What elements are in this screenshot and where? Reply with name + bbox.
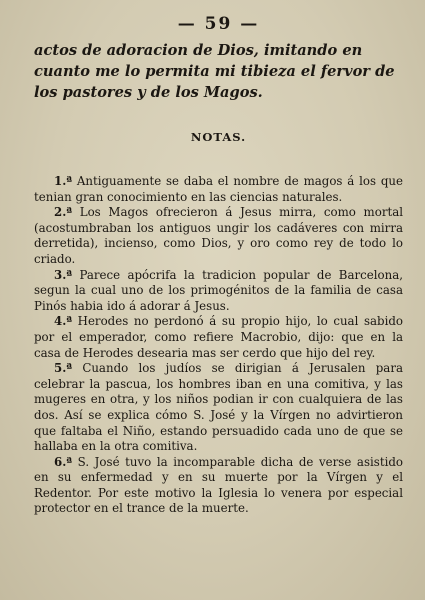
- notes-title: NOTAS.: [190, 130, 247, 144]
- intro-paragraph: [34, 40, 403, 103]
- note-item: [34, 205, 403, 267]
- note-text: Herodes no perdonó á su propio hijo, lo cual sabido por el emperador, como refiere Macrobio, dijo: que en la casa de Herodes desearia mas ser cerdo que hijo del rey.: [34, 314, 404, 360]
- note-text: Antiguamente se daba el nombre de magos á los que tenian gran conocimiento en las ciencias naturales.: [34, 174, 404, 204]
- note-number: 2.ª: [54, 205, 73, 220]
- note-number: 5.ª: [54, 361, 73, 376]
- note-number: 6.ª: [54, 454, 73, 469]
- note-number: 3.ª: [54, 267, 73, 282]
- note-item: [34, 174, 403, 205]
- note-text: Parece apócrifa la tradicion popular de Barcelona, segun la cual uno de los primogénitos de la familia de casa Pinós habia ido á adorar á Jesus.: [34, 267, 403, 313]
- note-number: 4.ª: [54, 314, 73, 329]
- page-number-header: — 59 —: [177, 14, 260, 34]
- intro-line: actos de adoracion de Dios, imitando en: [34, 42, 363, 59]
- note-text: Cuando los judíos se dirigian á Jerusalen para celebrar la pascua, los hombres iban en una comitiva, y las mugeres en otra, y los niños podian ir con cualquiera de las dos. Así se explica cómo S. José y la Vírgen no advirtieron que faltaba el Niño, estando persuadido cada uno de que se hallaba en la otra comitiva.: [34, 361, 403, 454]
- note-item: [34, 361, 403, 455]
- note-text: Los Magos ofrecieron á Jesus mirra, como mortal (acostumbraban los antiguos ungir los cadáveres con mirra derretida), incienso, como Dios, y oro como rey de todo lo criado.: [34, 205, 404, 266]
- intro-line: los pastores y de los Magos.: [34, 84, 263, 101]
- note-text: S. José tuvo la incomparable dicha de verse asistido en su enfermedad y en su muerte por la Vírgen y el Redentor. Por este motivo la Iglesia lo venera por especial protector en el trance de la muerte.: [34, 454, 404, 516]
- notes-list: [34, 174, 403, 517]
- intro-line: cuanto me lo permita mi tibieza el fervor de: [34, 63, 395, 80]
- note-item: [34, 268, 403, 315]
- note-item: [34, 455, 403, 517]
- note-number: 1.ª: [54, 174, 73, 188]
- note-item: [34, 314, 403, 361]
